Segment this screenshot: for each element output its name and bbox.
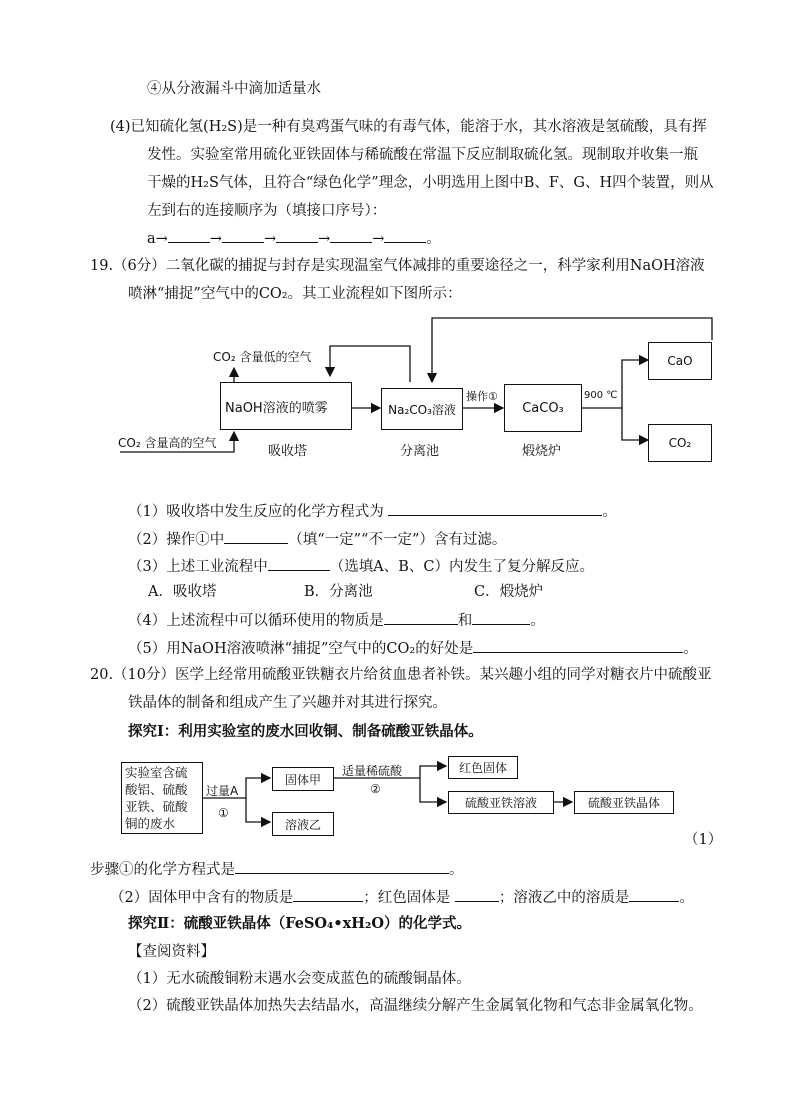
q20-explore1-title: 探究Ⅰ：利用实验室的废水回收铜、制备硫酸亚铁晶体。 <box>128 723 483 740</box>
q20-explore2-title: 探究Ⅱ：硫酸亚铁晶体（FeSO₄•xH₂O）的化学式。 <box>128 915 471 932</box>
answer-blank[interactable] <box>629 886 679 902</box>
seq-start: a→ <box>147 231 168 247</box>
red-solid-box: 红色固体 <box>448 756 518 779</box>
q19-s3: （3）上述工业流程中 （选填A、B、C）内发生了复分解反应。 <box>128 555 594 577</box>
q20-intro-line1: 20.（10分）医学上经常用硫酸亚铁糖衣片给贫血患者补铁。某兴趣小组的同学对糖衣片中硫酸亚 <box>90 667 712 683</box>
q20-reference-2: （2）硫酸亚铁晶体加热失去结晶水，高温继续分解产生金属氧化物和气态非金属氧化物。 <box>128 998 703 1014</box>
tower-text: NaOH溶液的喷雾 <box>225 400 328 416</box>
q19-s5: （5）用NaOH溶液喷淋“捕捉”空气中的CO₂的好处是 。 <box>128 637 698 659</box>
answer-blank[interactable] <box>235 858 449 874</box>
q18-item4: ④从分液漏斗中滴加适量水 <box>147 81 321 97</box>
q18-p4-line2: 发性。实验室常用硫化亚铁固体与稀硫酸在常温下反应制取硫化氢。现制取并收集一瓶 <box>147 147 698 163</box>
q18-p4-line4: 左到右的连接顺序为（填接口序号）： <box>147 203 387 219</box>
q19-s2: （2）操作①中 （填“一定”“不一定”）含有过滤。 <box>128 528 506 550</box>
excess-a-label: 过量A <box>206 784 239 798</box>
pool-text: Na₂CO₃溶液 <box>388 402 456 417</box>
q20-reference-1: （1）无水硫酸铜粉末遇水会变成蓝色的硫酸铜晶体。 <box>128 971 471 987</box>
operation-label: 操作① <box>466 390 498 403</box>
solution-b-box: 溶液乙 <box>272 812 334 836</box>
feso4-crystal-box: 硫酸亚铁晶体 <box>574 791 674 814</box>
furnace-label: 煅烧炉 <box>522 444 562 459</box>
waste-water-box <box>121 762 203 834</box>
step2-label: ② <box>370 782 381 796</box>
answer-blank[interactable] <box>293 886 363 902</box>
q19-s4: （4）上述流程中可以循环使用的物质是 和 。 <box>128 609 545 631</box>
answer-blank[interactable] <box>455 886 499 902</box>
low-co2-air-label: CO₂ 含量低的空气 <box>213 350 312 364</box>
q19-intro-line2: 喷淋“捕捉”空气中的CO₂。其工业流程如下图所示： <box>128 286 462 302</box>
q19-opt-c: C．煅烧炉 <box>474 584 544 600</box>
caco3-text: CaCO₃ <box>522 400 564 416</box>
dilute-acid-label: 适量稀硫酸 <box>342 764 403 778</box>
q19-opt-b: B．分离池 <box>304 584 373 600</box>
q19-intro-line1: 19.（6分）二氧化碳的捕捉与封存是实现温室气体减排的重要途径之一，科学家利用NaOH溶液 <box>90 258 705 274</box>
q20-intro-line2: 铁晶体的制备和组成产生了兴趣并对其进行探究。 <box>128 695 447 711</box>
waste-line: 酸铝、硫酸 <box>125 782 188 797</box>
feso4-solution-box: 硫酸亚铁溶液 <box>448 791 554 814</box>
waste-line: 实验室含硫 <box>125 765 188 780</box>
seq-end: 。 <box>426 231 441 247</box>
q18-p4-line3: 干燥的H₂S气体，且符合“绿色化学”理念，小明选用上图中B、F、G、H四个装置，则从 <box>147 175 714 191</box>
q20-p1: 步骤①的化学方程式是 。 <box>90 858 464 880</box>
q20-reference-title: 【查阅资料】 <box>128 944 215 960</box>
temperature-label: 900 ℃ <box>584 390 618 401</box>
high-co2-air-label: CO₂ 含量高的空气 <box>118 436 217 450</box>
q19-s1: （1）吸收塔中发生反应的化学方程式为 。 <box>128 500 617 522</box>
step1-label: ① <box>218 806 229 820</box>
seq-arrow: → <box>318 231 331 247</box>
pool-label: 分离池 <box>400 444 440 459</box>
tower-label: 吸收塔 <box>268 444 308 459</box>
q20-p1-number: （1） <box>684 832 723 848</box>
seq-arrow: → <box>372 231 385 247</box>
waste-line: 亚铁、硫酸 <box>125 799 188 814</box>
q18-p4-line1: (4)已知硫化氢(H₂S)是一种有臭鸡蛋气味的有毒气体，能溶于水，其水溶液是氢硫酸，具有挥 <box>110 119 707 135</box>
seq-arrow: → <box>263 231 277 247</box>
q20-p2: （2）固体甲中含有的物质是 ；红色固体是 ；溶液乙中的溶质是 。 <box>110 886 694 908</box>
seq-arrow: → <box>209 231 222 247</box>
solid-a-box: 固体甲 <box>272 767 334 791</box>
waste-line: 铜的废水 <box>125 816 176 831</box>
q19-opt-a: A．吸收塔 <box>148 584 217 600</box>
cao-text: CaO <box>667 354 693 368</box>
co2-text: CO₂ <box>668 436 692 450</box>
